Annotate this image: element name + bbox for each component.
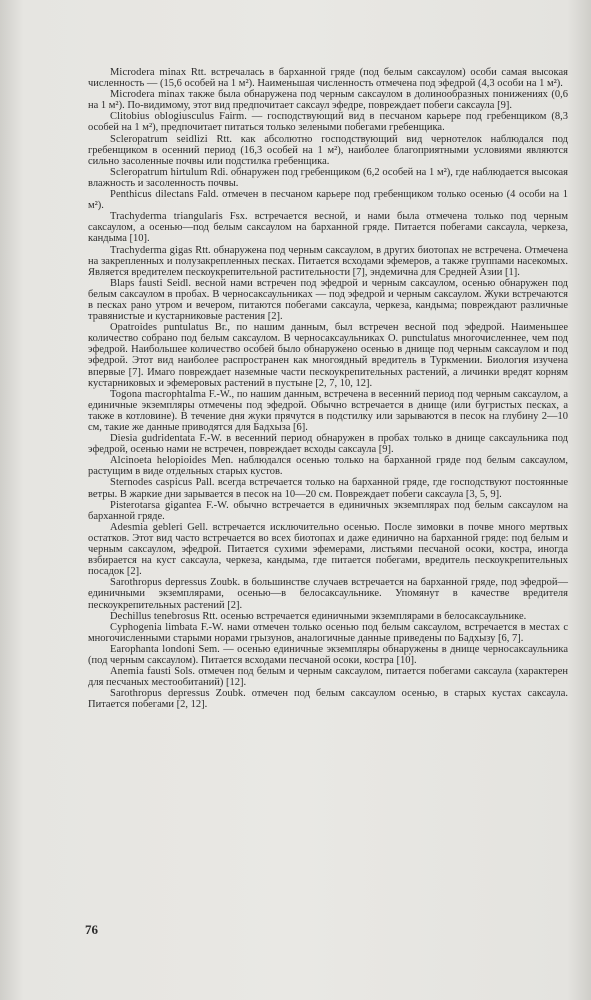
paragraph <box>88 211 568 244</box>
page-number: 76 <box>85 922 98 937</box>
species-name: Trachyderma triangularis <box>110 211 223 223</box>
species-author: Pall. <box>195 477 215 489</box>
species-name: Earophanta londoni <box>110 643 196 655</box>
paragraph <box>88 189 568 211</box>
paragraph <box>88 111 568 133</box>
paragraph <box>88 278 568 322</box>
species-name: Opatroides puntulatus <box>110 322 209 334</box>
paragraph-text: как абсолютно господствующий вид чернотелок наблюдался под гребенщиком в осенний период (16,3 особей на 1 м²), наиболее благоприятными условиями являются сильно засоленные почвы или подстилка гребенщика. <box>88 133 568 167</box>
species-author: Rtt. <box>202 610 218 622</box>
paragraph-text: в большинстве случаев встречается на барханной гряде, под эфедрой—единичными экземплярами, осенью—в белосаксаульнике. Упомянут в качестве вредителя пескоукрепительных растений [2]. <box>88 577 568 611</box>
paragraph <box>88 455 568 477</box>
species-author: Rtt. <box>190 67 207 78</box>
paragraph <box>88 611 568 622</box>
species-author: F.-W. <box>199 433 223 445</box>
paragraph-text: всегда встречается только на барханной гряде, где господствуют постоянные ветры. В жаркие дни зарывается в песок на 10—20 см. Повреждает побеги саксаула [3, 5, 9]. <box>88 477 569 500</box>
species-name: Blaps fausti <box>110 277 163 289</box>
species-author: Sem. <box>198 643 220 655</box>
species-name: Diesia gudridentata <box>110 433 196 445</box>
paragraph <box>88 500 568 522</box>
paragraph-text: обнаружен под гребенщиком (6,2 особей на 1 м²), где наблюдается высокая влажность и засоленность почвы. <box>88 166 568 189</box>
species-name: Pisterotarsa gigantea <box>110 499 202 511</box>
paragraph <box>88 167 568 189</box>
paragraph-text: весной нами встречен под эфедрой и черным саксаулом, осенью обнаружен под белым саксаулом в пробах. В черносаксаульниках — под эфедрой и черным саксаулом. Жуки встречаются в песках рано утром и вечером, питаются побегами саксаула, черкеза, кандыма; повреждают различные травянистые и кустарниковые растения [2]. <box>88 277 568 323</box>
paragraph-text: в весенний период обнаружен в пробах только в днище саксаульника под эфедрой, осенью нами не встречен, повреждает всходы саксаула [9]. <box>88 433 568 456</box>
paragraph-text: отмечен под белым и черным саксаулом, питается побегами саксаула (характерен для песчаных местообитаний) [12]. <box>88 666 568 689</box>
species-author: Fald. <box>197 189 219 201</box>
paragraph <box>88 622 568 644</box>
species-name: Scleropatrum hirtulum <box>110 166 208 178</box>
species-name: Scleropatrum seidlizi <box>110 133 208 145</box>
paragraph-text: наблюдался осенью только на барханной гряде под белым саксаулом, растущим в виде отдельных старых кустов. <box>88 455 569 478</box>
paragraph-text: нами отмечен только осенью под белым саксаулом, встречается в местах с многочисленными старыми норами грызунов, аналогичные данные приведены по Бадхызу [6, 7]. <box>88 621 569 644</box>
species-author: Fsx. <box>229 211 248 223</box>
species-name: Togona macrophtalma <box>110 388 207 400</box>
species-author: Rtt. <box>195 244 211 256</box>
species-name: Anemia fausti <box>110 666 172 678</box>
paragraph <box>88 322 568 389</box>
paragraph-text: также была обнаружена под черным саксаулом в долинообразных понижениях (0,6 на 1 м²). По-видимому, этот вид предпочитает саксаул эфедре, повреждает побеги саксаула [9]. <box>88 89 568 112</box>
species-name: Trachyderma gigas <box>110 244 193 256</box>
paragraph-text: отмечен под белым саксаулом осенью, в старых кустах саксаула. Питается побегами [2, 12]. <box>88 688 568 711</box>
species-author: Fairm. <box>219 111 247 123</box>
species-author: F.-W. <box>200 621 224 633</box>
species-author: Br., <box>214 322 231 334</box>
species-name: Cyphogenia limbata <box>110 621 198 633</box>
paragraph <box>88 522 568 577</box>
paragraph <box>88 644 568 666</box>
species-author: F.-W. <box>206 499 229 511</box>
text-column <box>88 67 568 710</box>
paragraph-text: встречается весной, и нами была отмечена только под черным саксаулом, а осенью—под белым саксаулом на барханной гряде. Питается побегами саксаула, черкеза, кандыма [10]. <box>88 211 568 245</box>
paragraph <box>88 666 568 688</box>
paragraph-text: обычно встречается в единичных экземплярах под белым саксаулом на барханной гряде. <box>88 499 568 522</box>
paragraph <box>88 433 568 455</box>
species-name: Adesmia gebleri <box>110 521 183 533</box>
species-name: Sarothropus depressus <box>110 688 210 700</box>
species-name: Sternodes caspicus <box>110 477 193 489</box>
species-author: Rdi. <box>210 166 229 178</box>
species-name: Clitobius oblogiusculus <box>110 111 215 123</box>
species-author: Zoubk. <box>215 688 246 700</box>
paragraph <box>88 577 568 610</box>
paragraph <box>88 389 568 433</box>
species-author: Gell. <box>187 521 208 533</box>
paragraph <box>88 89 568 111</box>
species-author: Rtt. <box>216 133 233 145</box>
species-author: Sols. <box>174 666 195 678</box>
species-name: Microdera minax <box>110 89 185 101</box>
species-name: Dechillus tenebrosus <box>110 610 200 622</box>
paragraph <box>88 477 568 499</box>
paragraph-text: обнаружена под черным саксаулом, в других биотопах не встречена. Отмечена на закрепленных и полузакрепленных песках. Питается всходами эфемеров, а также группами насекомых. Является вредителем пескоукрепительной растительности [7], эндемична для Средней Азии [1]. <box>88 244 568 278</box>
species-name: Penthicus dilectans <box>110 189 194 201</box>
paragraph <box>88 134 568 167</box>
species-author: Seidl. <box>166 277 191 289</box>
paragraph-text: встречалась в барханной гряде (под белым саксаулом) особи самая высокая численность — (15,6 особей на 1 м²). Наименьшая численность отмечена под эфедрой (4,3 особи на 1 м²). <box>88 67 568 90</box>
paragraph-text: — осенью единичные экземпляры обнаружены в днище черносаксаульника (под черным саксаулом). Питается всходами песчаной осоки, костра [10]. <box>88 643 569 666</box>
paragraph <box>88 67 568 89</box>
paragraph <box>88 245 568 278</box>
species-author: Zoubk. <box>210 577 241 589</box>
species-name: Microdera minax <box>110 67 187 78</box>
species-author: Men. <box>211 455 234 467</box>
species-author: F.-W., <box>208 388 235 400</box>
paragraph-text: отмечен в песчаном карьере под гребенщиком только осенью (4 особи на 1 м²). <box>88 189 569 212</box>
paragraph-text: — господствующий вид в песчаном карьере под гребенщиком (8,3 особей на 1 м²), предпочитает питаться только зелеными побегами гребенщика. <box>88 111 568 134</box>
paragraph-text: встречается исключительно осенью. После зимовки в почве много мертвых остатков. Этот вид часто встречается во всех биотопах и даже единично на барханной гряде: под белым и черным саксаулом, эфедрой. Питается сухими эфемерами, листьями песчаной осоки, костра, иногда взбирается на куст саксаула, черкеза, кандыма, где питается побегами, вредитель пескоукрепительных посадок [2]. <box>88 521 568 578</box>
paragraph <box>88 688 568 710</box>
paragraph-text: по нашим данным, был встречен весной под эфедрой. Наименьшее количество собрано под белым саксаулом. В черносаксаульниках O. punctulatus многочисленнее, чем под эфедрой. Наибольшее количество особей было обнаружено осенью в днище под черным саксаулом и под эфедрой. Этот вид наиболее распространен как многоядный вредитель в Туркмении. Биология изучена впервые [7]. Имаго повреждает наземные части пескоукрепительных растений, а личинки вредят корням кустарниковых и эфемеровых растений в пустыне [2, 7, 10, 12]. <box>88 322 569 389</box>
paragraph-text: по нашим данным, встречена в весенний период под черным саксаулом, а единичные экземпляры отмечены под эфедрой. Обычно встречается в днище (или бугристых песках, а также в котловине). В течение дня жуки прячутся в подстилку или зарываются в песок на глубину 2—10 см, такие же данные приводятся для Бадхыза [6]. <box>88 388 569 433</box>
paragraph-text: осенью встречается единичными экземплярами в белосаксаульнике. <box>217 610 527 622</box>
species-name: Alcinoeta helopioides <box>110 455 207 467</box>
species-name: Sarothropus depressus <box>110 577 207 589</box>
